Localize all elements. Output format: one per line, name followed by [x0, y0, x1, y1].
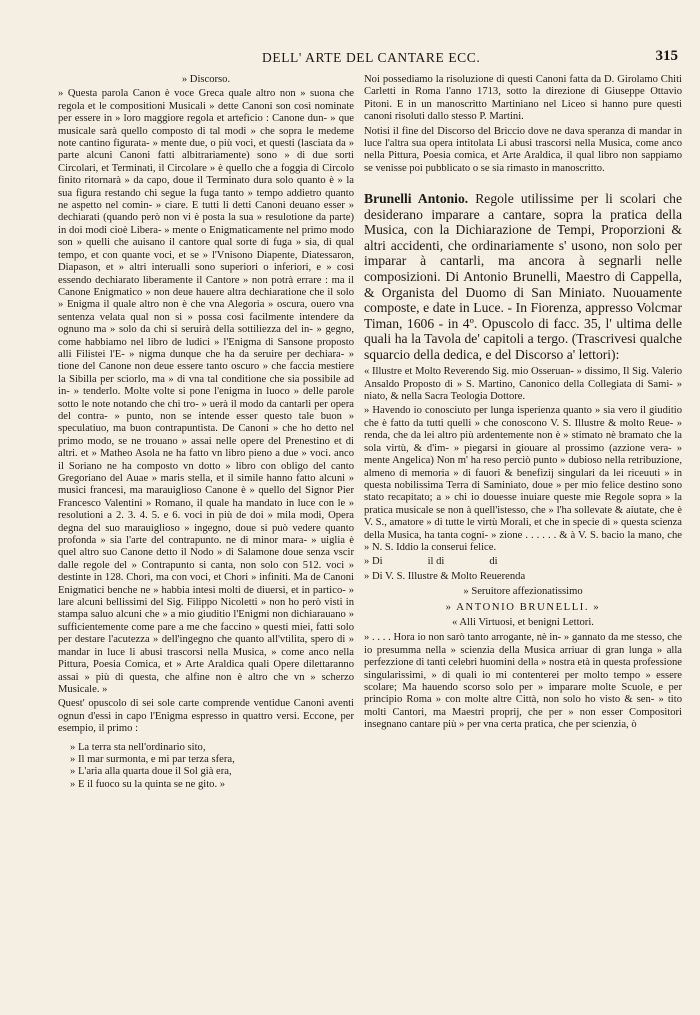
verse-line: » La terra sta nell'ordinario sito, [70, 741, 206, 753]
signature-name: » ANTONIO BRUNELLI. » [445, 601, 601, 613]
bibliographic-entry [364, 191, 682, 362]
verse-line: » L'aria alla quarta doue il Sol già era, [70, 766, 232, 778]
entry-author: Brunelli Antonio. [364, 191, 469, 207]
verse-line: » E il fuoco su la quinta se ne gito. » [70, 778, 226, 790]
commentary-paragraph: Quest' opuscolo di sei sole carte comprende ventidue Canoni aventi ognun d'essi in capo l'Enigma espresso in quattro versi. Eccone, per esempio, il primo : [58, 698, 354, 735]
left-column [58, 74, 354, 791]
page-header [0, 50, 700, 74]
dedication-paragraph: » Havendo io conosciuto per lunga isperienza quanto » sia vero il giuditio che è fatto da tutti quelli » che conoscono V. S. Illustre & molto Reue- » renda, che da lei altro più ardentemente non è » stimato nè bramato che la sola virtù, & d'im- » piegarsi in giouare al prossimo (azzione vera- » mente Angelica) Non m' ha reso perciò punto » dubioso nella retribuzione, almeno di memoria » di fauori & benefizij singulari da lei riceuuti » in questa nobilissima Terra di Saminiato, doue » per mio felice destino sono stato recapitato; a » chi io douesse inuiare queste mie Regole sopra » la pratica musicale se non à quell'istesso, che » l'ha sollevate & aiutate, che è V. S., amatore » di tutte le virtù Morali, et che in specie di » questa scienza della Musica, ha tanta cogni- » zione . . . . . . & à V. S. bacio la mano, che » N. S. Iddio la conserui felice. [364, 405, 682, 553]
discorso-subtitle: » Discorso. [181, 74, 231, 85]
running-title: DELL' ARTE DEL CANTARE ECC. [262, 50, 481, 65]
readers-heading: « Alli Virtuosi, et benigni Lettori. [452, 616, 594, 628]
discorso-paragraph: » Questa parola Canon è voce Greca quale altro non » suona che regola et le compositioni Musicali » dette Canoni son così nominate per essere in » loro maggiore regola et artefìcio : Canone dun- » que musicale sarà quello composto di tal modi » che sopra le medeme note cantino figurata- » mente due, o più voci, et questi (lasciata da » parte alcuni Canoni fatti albitrariamente) sono » di due sorti Circolari, et Terminati, il Circolare » è quello che a foggia di Circolo finito ritornarà » da capo, doue il Terminato dura solo quanto è » la sua figura restando chi segue la fuga tanto » tempo addietro quanto ne aspetto nel comin- » ciare. E tutti li detti Canoni deuano esser » dechiarati (quando però non vi è posta la sua » resulotione da parte) in doi modi cioè Libera- » mente o Enigmaticamente nel primo modo son » quelli che auisano il cantore qual sorte di fuga » sia, di qual tempo, et con quante voci, et se » l'Vnisono Diapente, Diatessaron, Diapason, et » altri interualli sono superiori o inferiori, e » così essendo dechiarato liberamente il Cantore » non potrà errare : ma il Canone Enigmatico » non deue hauere altra dechiaratione che il solo » Enigma il quale altro non è che vna Alegoria » oscura, ouero vna sentenza velata qual non si » possa così facilmente intendere da ognuno ma » solo da chi si seruirà della sottiliezza del in- » gegno, come habbiamo nel libro de ludici » l'Enigma di Sansone proposto alli Filistei l'E- » nigma dunque che ha da seruire per dechiara- » tione del Canone non deue essere tanto oscuro » che faccia mestiere la Sibilla per sciorlo, ma » di vna tal conditione che sia possibile ad in- » tenderlo. Molte volte si pone l'enigma in luoco » delle parole sotto le note notando che chi tro- » uerà il modo da cantarli per opera del contra- » punto, non se intende esser questo tale buon » speculatiuo, ma buon contrapuntista. De Canoni » che ho detto nel primo modo, se ne trouano » assai nelle opere del Prenestino et di altri. et » Matheo Asola ne ha fatto vn libro pieno a due » voci. anco il Soriano ne ha composto vn dotto » libro con obligo del canto Gregoriano del Auae » maris stella, et il simile hanno fatto alcuni » musici francesi, ma marauiglioso Canone è » quello del Signor Pier Francesco Valentini » Romano, il quale ha mandato in luce con le » resolutioni a 2. 3. 4. 5. e 6. voci in più de doi » mila modi, Opera degna del suo marauiglioso » ingegno, doue si può vedere quanto profonda » sia l'arte del contrapunto. ne di minor mara- » uiglia è quel altro suo Canone detto il Nodo » di Salamone doue senza vscir dalle regole del » Contrapunto si canta, non solo con 512. voci » destinte in 128. Chori, ma con voci, et Chori » infiniti. Ma de Canoni Enigmatici benche ne » habbia intesi molti de diuersi, et in partico- » lare alcuni bellissimi del Sig. Filippo Nicoletti » non ho però visti in stampa saluo alcuni che » a mio giuditio l'Enigmi non dichiarauano » sufficientemente come pare a me che faccino » questi miei, fatti solo per destare l'acutezza » dell'ingegno che quanto all'vtilita, spero di » mandar in luce li abusi trascorsi nella Musica, » come anco nella Pittura, Poesia Comica, et » Arte Araldica quali Opere dilettaranno assai » più di questa, che alfine non è altro che vn » scherzo Musicale. » [58, 88, 354, 695]
right-column [364, 74, 682, 734]
dedication-closing: » Di V. S. Illustre & Molto Reuerenda [364, 570, 526, 582]
page-number: 315 [655, 48, 678, 64]
verse-line: » Il mar surmonta, e mi par terza sfera, [70, 753, 235, 765]
entry-description: Regole utilissime per li scolari che desiderano imparare a cantare, sopra la pratica della Musica, con la Dichiarazione de Tempi, Proporzioni & altri accidenti, che ordinariamente s' usono, non solo per imparar à cantarli, ma ancora à segnarli nelle composizioni. Di Antonio Brunelli, Maestro di Cappella, & Organista del Duomo di San Miniato. Nuouamente composte, e date in Luce. - In Fiorenza, appresso Volcmar Timan, 1606 - in 4º. Opuscolo di facc. 35, l' ultima delle quali ha la Tavola de' capitoli a tergo. (Trascrivesi qualche squarcio della dedica, e del Discorso a' lettori): [364, 191, 683, 362]
dedication-heading: « Illustre et Molto Reverendo Sig. mio Osseruan- » dissimo, Il Sig. Valerio Ansaldo Proposto di » S. Martino, Canonico della Collegiata di Sami- » niato, & nella Sacra Teologia Dottore. [364, 366, 682, 403]
signature-line: » Seruitore affezionatissimo [463, 586, 583, 598]
readers-paragraph: » . . . . Hora io non sarò tanto arrogante, nè in- » gannato da me stesso, che io presumma nella » scienzia della Musica arriuar di gran lunga » alla perfezzione di tanti celebri huomini della » nostra età in questa professione singularissimi, » di quali io mi contenterei per molto tempo » essere scolare; Ma hauendo scorso solo per » imparare molte Scuole, e per principio Roma » con molte altre Città, non solo ho visto & sen- » tito molti Cantori, ma Maestri proprij, che per » non esser Compositori insegnano cantare più » per vna certa pratica, che per scienzia, ò [364, 632, 682, 731]
note-paragraph: Noi possediamo la risoluzione di questi Canoni fatta da D. Girolamo Chiti Carletti in Roma l'anno 1713, sotto la direzione di Giuseppe Ottavio Pitoni. E in un manoscritto Martiniano nel Liceo si hanno pure questi canoni risoluti dallo stesso P. Martini. [364, 74, 682, 123]
note-paragraph: Notisi il fine del Discorso del Briccio dove ne dava speranza di mandar in luce l'altra sua opera intitolata Li abusi trascorsi nella Musica, come anco nella Pittura, Poesia comica, et Arte Araldica, il qual libro non sappiamo se venisse poi pubblicato o se sia rimasto in manoscritto. [364, 125, 682, 174]
dedication-date-line: » Di il di di [364, 556, 498, 568]
